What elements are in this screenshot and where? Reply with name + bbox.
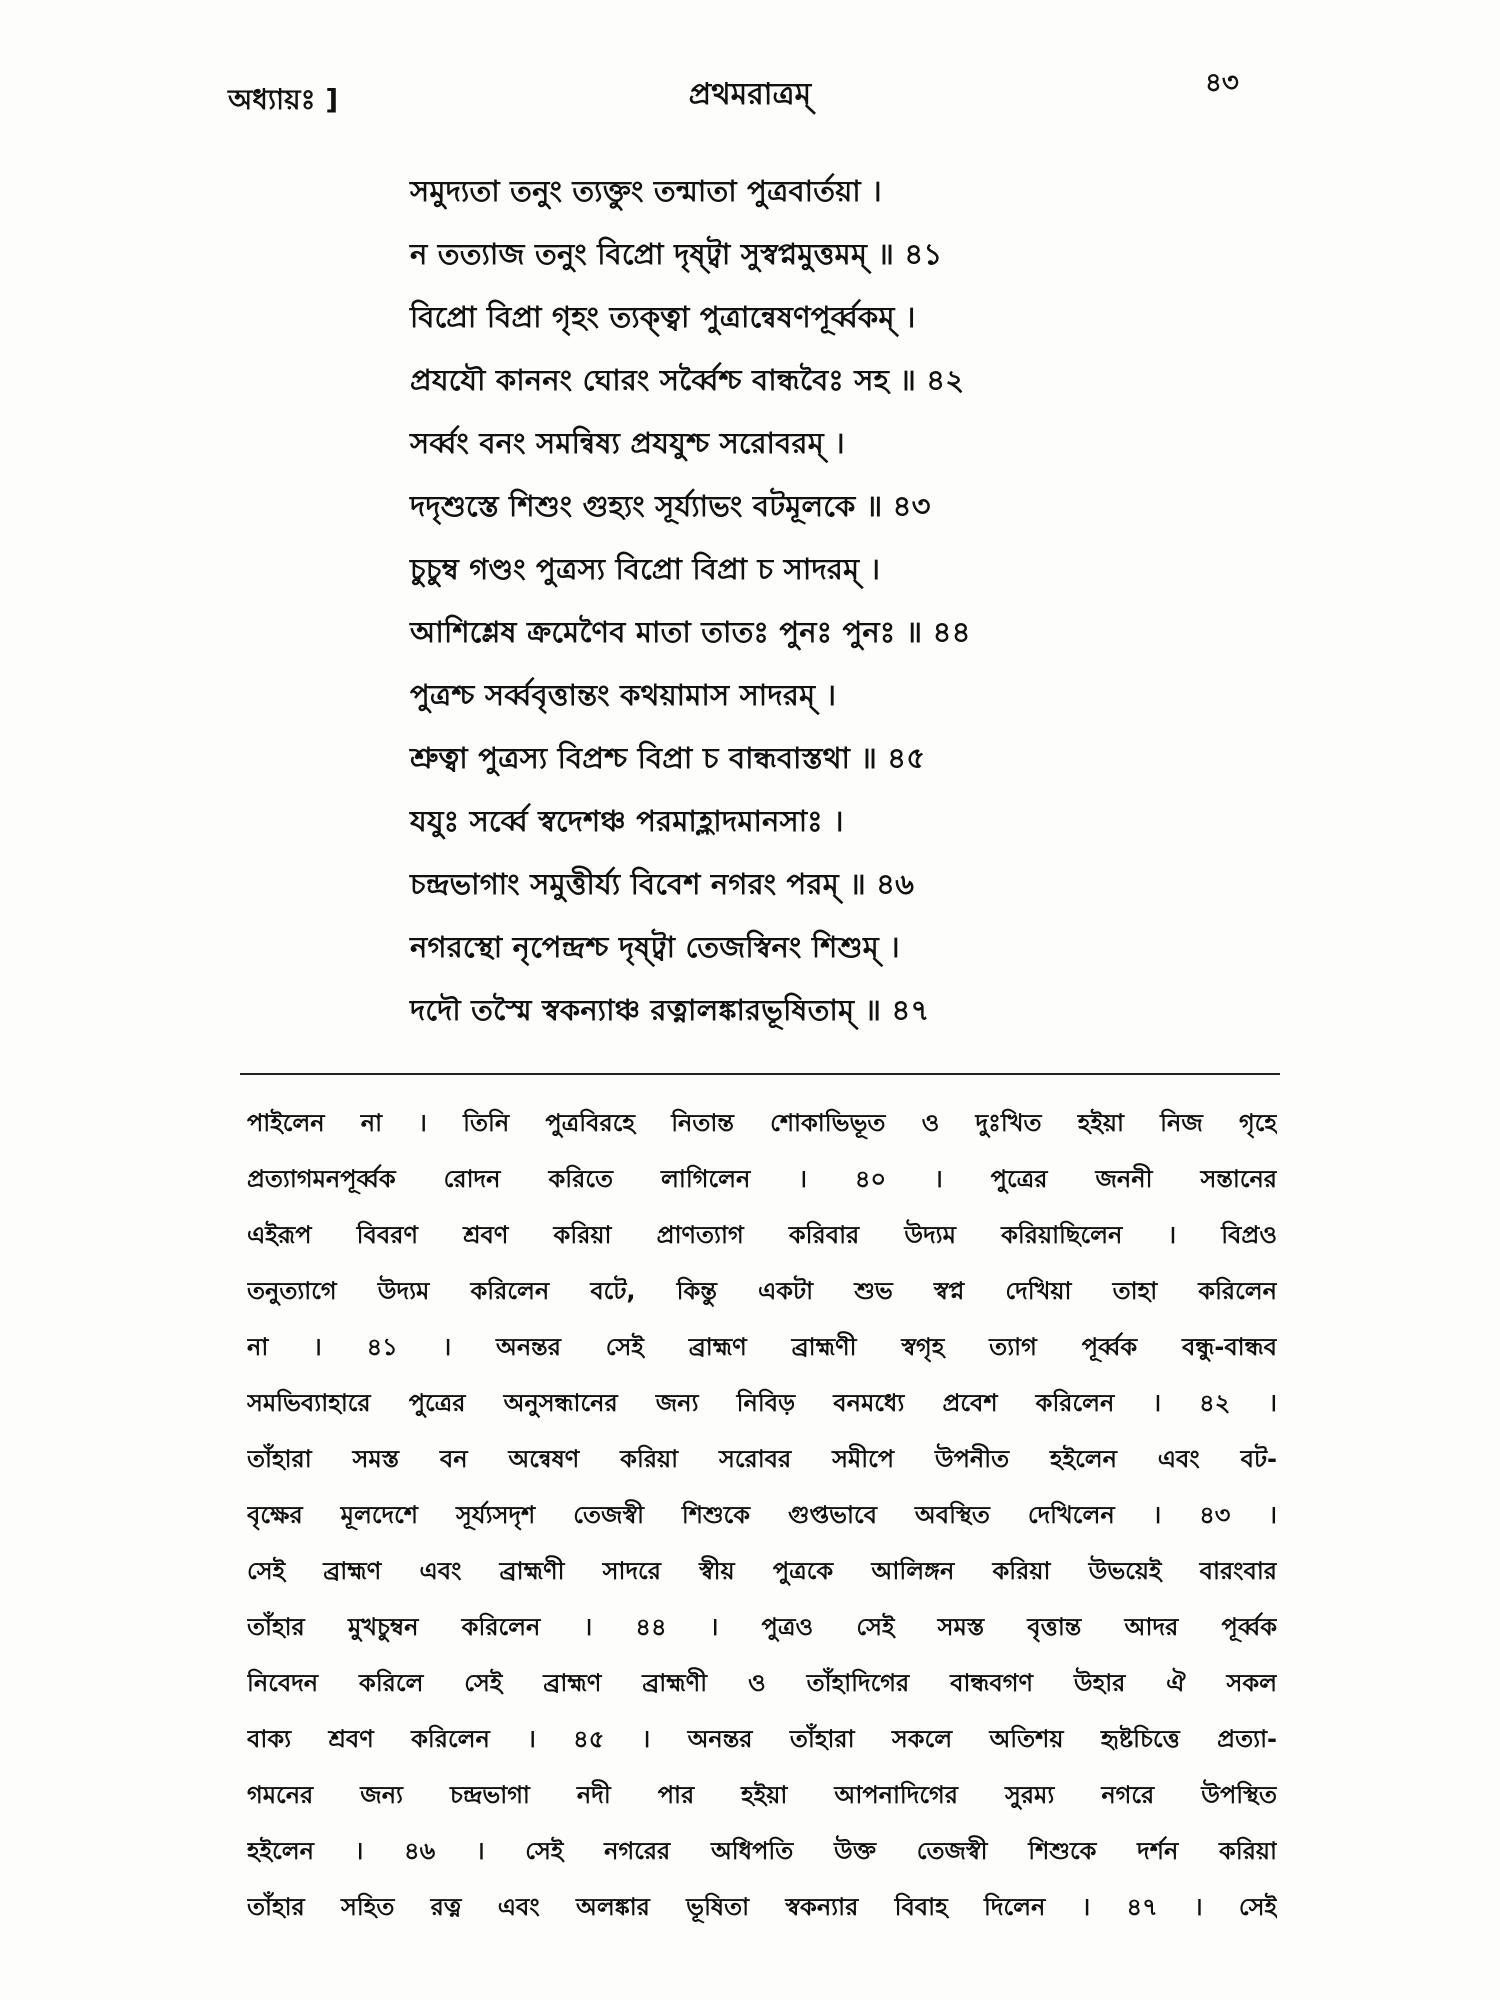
verse-line: শ্রুত্বা পুত্রস্য বিপ্রশ্চ বিপ্রা চ বান্ধবাস্তথা ॥ ৪৫ [410, 741, 926, 775]
sanskrit-verses [410, 160, 1170, 1042]
verse-line: চন্দ্রভাগাং সমুত্তীর্য্য বিবেশ নগরং পরম্ ॥ ৪৬ [410, 867, 915, 901]
commentary-line: গমনের জন্য চন্দ্রভাগা নদী পার হইয়া আপনাদিগের সুরম্য নগরে উপস্থিত [247, 1781, 1277, 1809]
verse-line: প্রযযৌ কাননং ঘোরং সর্ব্বৈশ্চ বান্ধবৈঃ সহ ॥ ৪২ [410, 363, 965, 397]
commentary-line: এইরূপ বিবরণ শ্রবণ করিয়া প্রাণত্যাগ করিবার উদ্যম করিয়াছিলেন । বিপ্রও [247, 1221, 1277, 1249]
verse-line: নগরস্থো নৃপেন্দ্রশ্চ দৃষ্ট্বা তেজস্বিনং শিশুম্ । [410, 930, 900, 964]
commentary-line: প্রত্যাগমনপূর্ব্বক রোদন করিতে লাগিলেন । ৪০ । পুত্রের জননী সন্তানের [247, 1165, 1277, 1193]
verse-line: যযুঃ সর্ব্বে স্বদেশঞ্চ পরমাহ্লাদমানসাঃ । [410, 804, 844, 838]
commentary-line: নিবেদন করিলে সেই ব্রাহ্মণ ব্রাহ্মণী ও তাঁহাদিগের বান্ধবগণ উহার ঐ সকল [247, 1669, 1277, 1697]
verse-line: সর্ব্বং বনং সমন্বিষ্য প্রযযুশ্চ সরোবরম্ । [410, 426, 845, 460]
verse-line: সমুদ্যতা তনুং ত্যক্তুং তন্মাতা পুত্রবার্তয়া । [410, 174, 882, 208]
commentary-line: সেই ব্রাহ্মণ এবং ব্রাহ্মণী সাদরে স্বীয় পুত্রকে আলিঙ্গন করিয়া উভয়েই বারংবার [247, 1557, 1277, 1585]
commentary-line: পাইলেন না । তিনি পুত্রবিরহে নিতান্ত শোকাভিভূত ও দুঃখিত হইয়া নিজ গৃহে [247, 1109, 1277, 1137]
commentary-line: বাক্য শ্রবণ করিলেন । ৪৫ । অনন্তর তাঁহারা সকলে অতিশয় হৃষ্টচিত্তে প্রত্যা- [247, 1725, 1277, 1753]
running-header-title: প্রথমরাত্রম্ [688, 77, 812, 112]
verse-line: আশিশ্লেষ ক্রমেণৈব মাতা তাতঃ পুনঃ পুনঃ ॥ ৪৪ [410, 615, 971, 649]
commentary-line: না । ৪১ । অনন্তর সেই ব্রাহ্মণ ব্রাহ্মণী স্বগৃহ ত্যাগ পূর্ব্বক বন্ধু-বান্ধব [247, 1333, 1277, 1361]
bengali-commentary [247, 1095, 1277, 1935]
commentary-line: তাঁহার সহিত রত্ন এবং অলঙ্কার ভূষিতা স্বকন্যার বিবাহ দিলেন । ৪৭ । সেই [247, 1893, 1277, 1921]
verse-line: চুচুম্ব গণ্ডং পুত্রস্য বিপ্রো বিপ্রা চ সাদরম্ । [410, 552, 881, 586]
commentary-line: বৃক্ষের মূলদেশে সূর্য্যসদৃশ তেজস্বী শিশুকে গুপ্তভাবে অবস্থিত দেখিলেন । ৪৩ । [247, 1501, 1277, 1529]
verse-line: দদৌ তস্মৈ স্বকন্যাঞ্চ রত্নালঙ্কারভূষিতাম্ ॥ ৪৭ [410, 993, 930, 1027]
verse-line: বিপ্রো বিপ্রা গৃহং ত্যক্ত্বা পুত্রান্বেষণপূর্ব্বকম্ । [410, 300, 916, 334]
commentary-line: তনুত্যাগে উদ্যম করিলেন বটে, কিন্তু একটা শুভ স্বপ্ন দেখিয়া তাহা করিলেন [247, 1277, 1277, 1305]
verse-line: পুত্রশ্চ সর্ব্ববৃত্তান্তং কথয়ামাস সাদরম্ । [410, 678, 837, 712]
commentary-line: তাঁহারা সমস্ত বন অন্বেষণ করিয়া সরোবর সমীপে উপনীত হইলেন এবং বট- [247, 1445, 1277, 1473]
section-divider [240, 1073, 1280, 1075]
commentary-line: হইলেন । ৪৬ । সেই নগরের অধিপতি উক্ত তেজস্বী শিশুকে দর্শন করিয়া [247, 1837, 1277, 1865]
verse-line: দদৃশুস্তে শিশুং গুহ্যং সূর্য্যাভং বটমূলকে ॥ ৪৩ [410, 489, 931, 523]
commentary-line: তাঁহার মুখচুম্বন করিলেন । ৪৪ । পুত্রও সেই সমস্ত বৃত্তান্ত আদর পূর্ব্বক [247, 1613, 1277, 1641]
commentary-line: সমভিব্যাহারে পুত্রের অনুসন্ধানের জন্য নিবিড় বনমধ্যে প্রবেশ করিলেন । ৪২ । [247, 1389, 1277, 1417]
page-number: ৪৩ [1205, 68, 1239, 98]
verse-line: ন তত্যাজ তনুং বিপ্রো দৃষ্ট্বা সুস্বপ্নমুত্তমম্ ॥ ৪১ [410, 237, 943, 271]
running-header-chapter: অধ্যায়ঃ ] [228, 83, 339, 116]
